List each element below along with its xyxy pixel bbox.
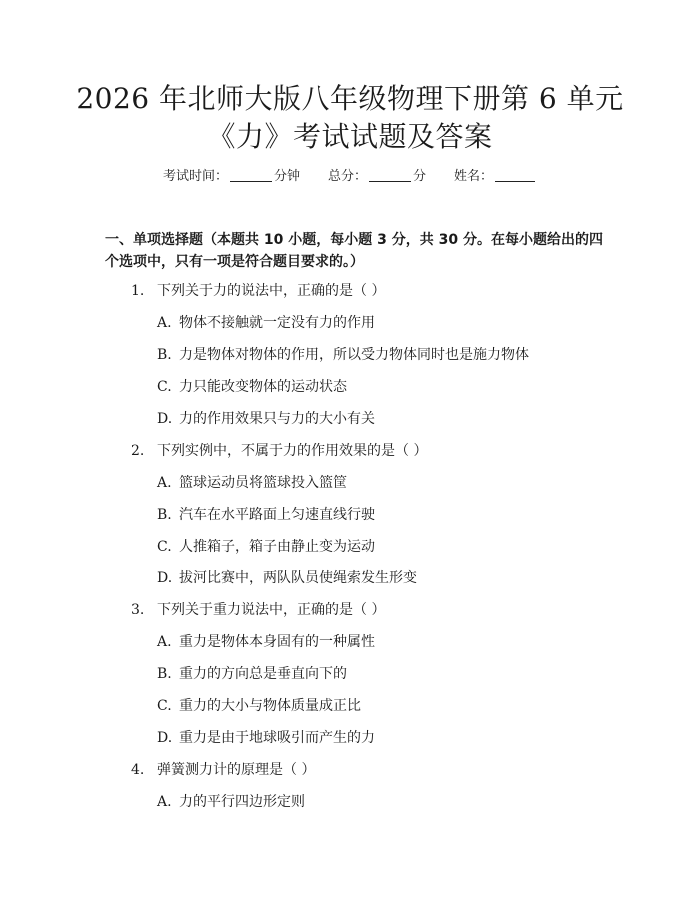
option-letter: A.: [157, 634, 172, 650]
option-3-b[interactable]: [157, 664, 347, 684]
exam-meta-line: [0, 167, 700, 187]
option-letter: C.: [157, 539, 172, 555]
option-letter: B.: [157, 507, 172, 523]
option-text: 重力是由于地球吸引而产生的力: [179, 730, 375, 746]
option-2-b[interactable]: [157, 505, 375, 525]
option-1-d[interactable]: [157, 409, 375, 429]
option-text: 力的平行四边形定则: [179, 794, 305, 810]
option-1-c[interactable]: [157, 377, 347, 397]
time-unit: 分钟: [273, 169, 300, 184]
option-letter: C.: [157, 379, 172, 395]
option-4-a[interactable]: [157, 792, 305, 812]
option-3-a[interactable]: [157, 632, 375, 652]
score-unit: 分: [413, 169, 427, 184]
time-label: 考试时间：: [162, 169, 228, 184]
option-3-c[interactable]: [157, 696, 361, 716]
option-letter: A.: [157, 794, 172, 810]
option-letter: D.: [157, 411, 173, 427]
score-blank[interactable]: [369, 167, 411, 182]
question-text: 下列关于重力说法中，正确的是（ ）: [157, 602, 386, 618]
time-blank[interactable]: [230, 167, 272, 182]
title-line-2: 《力》考试试题及答案: [207, 120, 493, 153]
option-text: 物体不接触就一定没有力的作用: [179, 315, 375, 331]
option-letter: B.: [157, 347, 172, 363]
option-2-c[interactable]: [157, 537, 375, 557]
question-1: [131, 281, 385, 301]
question-number: 2.: [131, 443, 145, 459]
question-2: [131, 441, 427, 461]
option-1-a[interactable]: [157, 313, 375, 333]
option-1-b[interactable]: [157, 345, 529, 365]
section-heading: 一、单项选择题（本题共 10 小题，每小题 3 分，共 30 分。在每小题给出的四个选项中，只有一项是符合题目要求的。）: [105, 232, 603, 270]
score-label: 总分：: [327, 169, 367, 184]
option-text: 重力的大小与物体质量成正比: [179, 698, 361, 714]
question-3: [131, 600, 385, 620]
question-number: 3.: [131, 602, 145, 618]
option-2-d[interactable]: [157, 568, 417, 588]
question-number: 4.: [131, 762, 145, 778]
name-label: 姓名：: [454, 169, 494, 184]
question-text: 下列实例中，不属于力的作用效果的是（ ）: [157, 443, 428, 459]
option-letter: D.: [157, 570, 173, 586]
option-text: 汽车在水平路面上匀速直线行驶: [179, 507, 375, 523]
option-text: 人推箱子，箱子由静止变为运动: [179, 539, 375, 555]
option-text: 重力的方向总是垂直向下的: [179, 666, 347, 682]
title-line-1: 2026 年北师大版八年级物理下册第 6 单元: [76, 82, 624, 115]
question-text: 下列关于力的说法中，正确的是（ ）: [157, 283, 386, 299]
option-letter: C.: [157, 698, 172, 714]
option-letter: B.: [157, 666, 172, 682]
option-text: 力是物体对物体的作用，所以受力物体同时也是施力物体: [179, 347, 529, 363]
option-2-a[interactable]: [157, 473, 347, 493]
option-text: 力只能改变物体的运动状态: [179, 379, 347, 395]
option-text: 力的作用效果只与力的大小有关: [179, 411, 375, 427]
question-4: [131, 760, 315, 780]
option-letter: A.: [157, 475, 172, 491]
question-number: 1.: [131, 283, 145, 299]
name-blank[interactable]: [495, 167, 535, 182]
option-letter: A.: [157, 315, 172, 331]
question-text: 弹簧测力计的原理是（ ）: [157, 762, 316, 778]
option-3-d[interactable]: [157, 728, 375, 748]
option-text: 篮球运动员将篮球投入篮筐: [179, 475, 347, 491]
option-letter: D.: [157, 730, 173, 746]
option-text: 重力是物体本身固有的一种属性: [179, 634, 375, 650]
option-text: 拔河比赛中，两队队员使绳索发生形变: [179, 570, 417, 586]
